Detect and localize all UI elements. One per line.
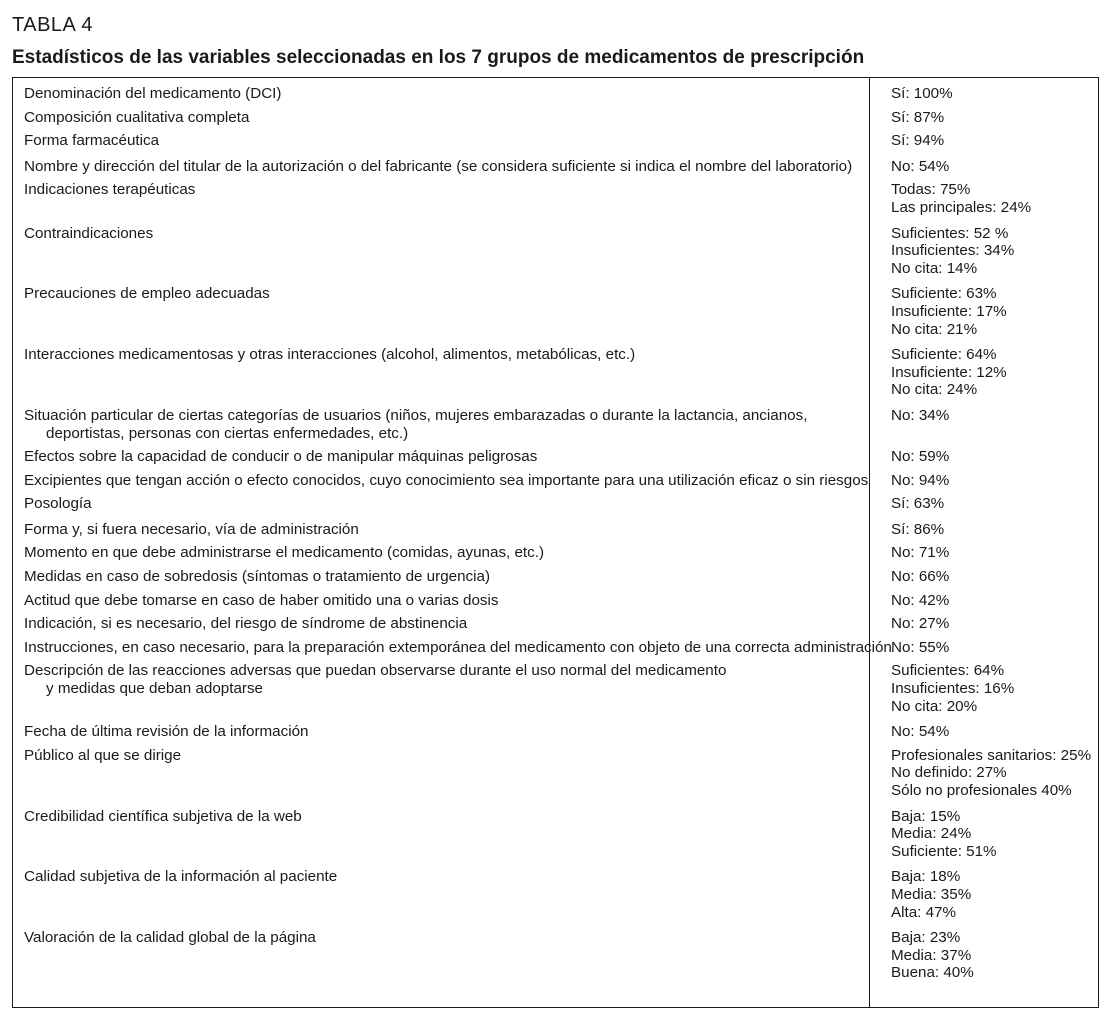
variable-cell: [13, 225, 869, 278]
value-text: No: 59%: [891, 448, 950, 466]
value-text: Suficiente: 51%: [891, 842, 997, 860]
value-cell: [869, 109, 944, 127]
value-text: Sí: 94%: [891, 132, 945, 150]
table-row: [13, 747, 1098, 800]
table-label: TABLA 4: [12, 14, 93, 36]
value-text: No: 54%: [891, 723, 950, 741]
table-row: [13, 868, 1098, 921]
value-text: No cita: 21%: [891, 320, 978, 338]
value-text: Suficiente: 63%: [891, 285, 997, 303]
value-cell: [869, 929, 974, 982]
variable-cell: [13, 85, 869, 103]
value-cell: [869, 808, 997, 861]
variable-cell: [13, 544, 869, 562]
variable-text: Descripción de las reacciones adversas que puedan observarse durante el uso normal del medicamento: [24, 662, 727, 680]
value-text: Insuficientes: 34%: [891, 242, 1015, 260]
variable-cell: [13, 346, 869, 399]
value-text: No: 71%: [891, 544, 950, 562]
table-row: [13, 662, 1098, 715]
variable-cell: [13, 638, 892, 657]
value-cell: [869, 472, 949, 490]
variable-text: Efectos sobre la capacidad de conducir o de manipular máquinas peligrosas: [24, 448, 538, 466]
variable-text: Denominación del medicamento (DCI): [24, 85, 282, 102]
variable-text: Nombre y dirección del titular de la autorización o del fabricante (se considera suficiente si indica el nombre del laboratorio): [24, 157, 853, 175]
statistics-table: [12, 77, 1099, 1008]
variable-text: Indicación, si es necesario, del riesgo de síndrome de abstinencia: [24, 615, 468, 633]
table-row: [13, 568, 1098, 586]
value-cell: [869, 285, 1007, 338]
table-title: Estadísticos de las variables seleccionadas en los 7 grupos de medicamentos de prescripción: [12, 47, 865, 68]
value-cell: [869, 158, 949, 176]
variable-cell: [13, 158, 869, 176]
value-cell: [869, 448, 949, 466]
variable-cell: [13, 448, 869, 466]
table-row: [13, 225, 1098, 278]
variable-cell: [13, 109, 869, 127]
variable-cell: [13, 723, 869, 741]
variable-text: Medidas en caso de sobredosis (síntomas o tratamiento de urgencia): [24, 568, 490, 586]
variable-text: y medidas que deban adoptarse: [46, 680, 264, 698]
variable-cell: [13, 615, 869, 633]
value-text: Buena: 40%: [891, 964, 974, 982]
value-text: Sólo no profesionales 40%: [891, 782, 1072, 799]
table-row: [13, 472, 1098, 490]
table-row: [13, 407, 1098, 442]
table-row: [13, 109, 1098, 127]
value-text: No: 94%: [891, 471, 950, 489]
table-row: [13, 929, 1098, 982]
variable-cell: [13, 568, 869, 586]
variable-text: Forma y, si fuera necesario, vía de administración: [24, 520, 359, 538]
value-text: Todas: 75%: [891, 181, 971, 199]
value-text: Sí: 63%: [891, 495, 945, 513]
variable-cell: [13, 662, 869, 715]
variable-cell: [13, 285, 869, 338]
value-cell: [869, 544, 949, 562]
value-text: No: 42%: [891, 591, 950, 609]
table-row: [13, 544, 1098, 562]
value-cell: [869, 868, 971, 921]
variable-cell: [13, 592, 869, 610]
variable-cell: [13, 407, 869, 442]
table-row: [13, 615, 1098, 633]
value-text: No definido: 27%: [891, 764, 1007, 782]
value-cell: [869, 225, 1014, 278]
variable-text: Instrucciones, en caso necesario, para la preparación extemporánea del medicamento con objeto de una correcta administración: [24, 638, 892, 656]
value-cell: [869, 723, 949, 741]
value-text: No: 34%: [891, 406, 950, 424]
variable-cell: [13, 495, 869, 513]
value-text: Baja: 23%: [891, 929, 961, 947]
table-row: [13, 285, 1098, 338]
variable-text: Indicaciones terapéuticas: [24, 181, 196, 199]
value-text: Baja: 15%: [891, 807, 961, 825]
value-text: No cita: 20%: [891, 697, 978, 715]
value-cell: [869, 407, 949, 442]
variable-text: Momento en que debe administrarse el medicamento (comidas, ayunas, etc.): [24, 544, 545, 562]
value-cell: [869, 639, 949, 657]
value-text: No cita: 24%: [891, 381, 978, 399]
table-row: [13, 132, 1098, 150]
variable-text: Actitud que debe tomarse en caso de haber omitido una o varias dosis: [24, 591, 499, 609]
value-text: Media: 24%: [891, 825, 972, 843]
value-cell: [869, 662, 1014, 715]
value-cell: [869, 568, 949, 586]
variable-text: Contraindicaciones: [24, 224, 154, 242]
value-text: Alta: 47%: [891, 903, 957, 921]
variable-text: Público al que se dirige: [24, 746, 182, 764]
value-cell: [869, 85, 953, 103]
table-row: [13, 181, 1098, 216]
value-cell: [869, 615, 949, 633]
variable-text: Fecha de última revisión de la información: [24, 723, 309, 741]
table-row: [13, 723, 1098, 741]
table-row: [13, 495, 1098, 513]
value-cell: [869, 521, 944, 539]
value-text: No cita: 14%: [891, 259, 978, 277]
value-text: Media: 37%: [891, 946, 972, 964]
variable-cell: [13, 181, 869, 216]
table-row: [13, 808, 1098, 861]
value-text: Insuficientes: 16%: [891, 680, 1015, 698]
value-cell: [869, 346, 1007, 399]
variable-cell: [13, 868, 869, 921]
value-text: Baja: 18%: [891, 868, 961, 886]
variable-text: Posología: [24, 495, 92, 513]
variable-cell: [13, 132, 869, 150]
value-text: No: 66%: [891, 568, 950, 586]
value-text: Media: 35%: [891, 885, 972, 903]
value-cell: [869, 747, 1091, 800]
variable-cell: [13, 808, 869, 861]
value-cell: [869, 495, 944, 513]
variable-cell: [13, 521, 869, 539]
value-text: No: 54%: [891, 157, 950, 175]
variable-text: Excipientes que tengan acción o efecto conocidos, cuyo conocimiento sea importante para una utilización eficaz o sin riesgos: [24, 471, 869, 489]
variable-text: deportistas, personas con ciertas enfermedades, etc.): [46, 424, 409, 442]
variable-text: Credibilidad científica subjetiva de la web: [24, 807, 302, 825]
value-text: Suficientes: 64%: [891, 662, 1005, 680]
variable-cell: [13, 929, 869, 982]
value-text: No: 27%: [891, 615, 950, 633]
value-text: Las principales: 24%: [891, 198, 1032, 216]
table-row: [13, 592, 1098, 610]
variable-text: Forma farmacéutica: [24, 132, 160, 150]
value-text: Sí: 86%: [891, 520, 945, 538]
value-text: Profesionales sanitarios: 25%: [891, 746, 1092, 764]
variable-cell: [13, 747, 869, 800]
table-row: [13, 158, 1098, 176]
variable-text: Calidad subjetiva de la información al paciente: [24, 868, 338, 886]
table-body: [13, 85, 1098, 982]
table-row: [13, 639, 1098, 657]
table-row: [13, 448, 1098, 466]
value-text: Suficientes: 52 %: [891, 224, 1009, 242]
table-row: [13, 521, 1098, 539]
variable-text: Valoración de la calidad global de la página: [24, 929, 316, 947]
variable-cell: [13, 472, 869, 490]
value-text: No: 55%: [891, 638, 950, 656]
value-cell: [869, 132, 944, 150]
variable-text: Composición cualitativa completa: [24, 108, 250, 126]
value-text: Suficiente: 64%: [891, 346, 997, 364]
value-cell: [869, 181, 1031, 216]
variable-text: Precauciones de empleo adecuadas: [24, 285, 270, 303]
value-text: Sí: 87%: [891, 108, 945, 126]
variable-text: Situación particular de ciertas categorías de usuarios (niños, mujeres embarazadas o durante la lactancia, ancianos,: [24, 406, 808, 424]
value-cell: [869, 592, 949, 610]
value-text: Insuficiente: 17%: [891, 302, 1007, 320]
table-row: [13, 85, 1098, 103]
value-text: Sí: 100%: [891, 85, 953, 102]
value-text: Insuficiente: 12%: [891, 363, 1007, 381]
variable-text: Interacciones medicamentosas y otras interacciones (alcohol, alimentos, metabólicas, etc.): [24, 346, 636, 364]
table-row: [13, 346, 1098, 399]
